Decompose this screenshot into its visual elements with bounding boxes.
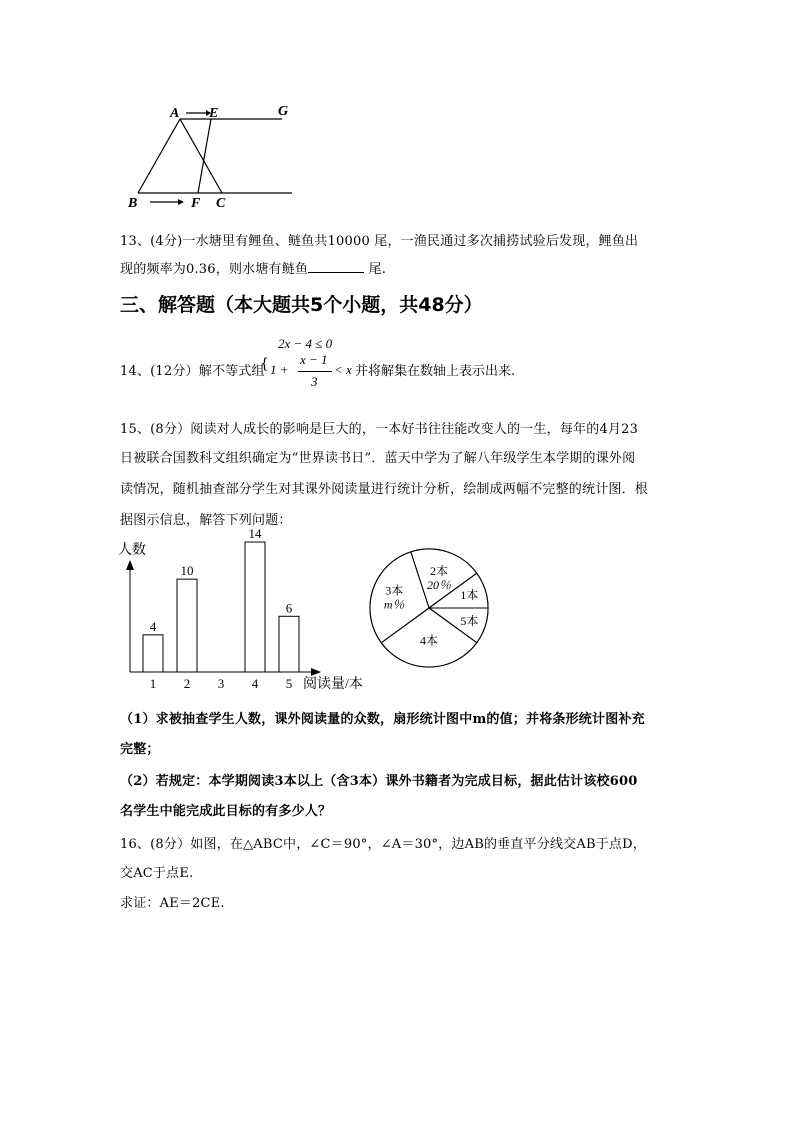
bar-2 [177, 579, 197, 672]
bar-chart-tick-label: 5 [285, 676, 293, 691]
bar-chart-tick-label: 2 [183, 676, 191, 691]
bar-value-label: 4 [149, 618, 157, 634]
q13-line2-post: 尾. [368, 262, 387, 277]
section-3-heading: 三、解答题（本大题共5个小题，共48分） [120, 294, 483, 316]
geometry-figure [110, 95, 310, 215]
pie-slice-label: 2本 [429, 564, 449, 579]
q14-inequality-1: 2x − 4 ≤ 0 [278, 336, 333, 351]
q15-line1: 15、(8分）阅读对人成长的影响是巨大的，一本好书往往能改变人的一生，每年的4月23 [120, 422, 639, 437]
label-a: A [170, 106, 180, 121]
q14-brace: { [260, 356, 269, 372]
bar-chart-ylabel: 人数 [118, 543, 146, 558]
q15-sub2-line1: （2）若规定：本学期阅读3本以上（含3本）课外书籍者为完成目标，据此估计该校600 [120, 774, 638, 789]
q14-ineq2-post: < x [334, 362, 352, 377]
pie-slice-label: 4本 [419, 633, 439, 648]
q13-line2 [120, 258, 386, 277]
q13-line1: 13、(4分)一水塘里有鲤鱼、鲢鱼共10000 尾，一渔民通过多次捕捞试验后发现，鲤鱼出 [120, 234, 639, 249]
segment-ab [138, 119, 180, 193]
label-g: G [278, 104, 289, 119]
q16-line1: 16、(8分）如图，在△ABC中，∠C＝90°，∠A＝30°，边AB的垂直平分线交AB于点D， [120, 837, 646, 852]
segment-ef [198, 119, 211, 193]
segment-ac [180, 119, 222, 193]
label-e: E [209, 106, 219, 121]
bar-chart-tick-label: 4 [251, 676, 259, 691]
bar-4 [245, 542, 265, 672]
q15-line3: 读情况，随机抽查部分学生对其课外阅读量进行统计分析，绘制成两幅不完整的统计图．根 [120, 482, 649, 497]
q15-line4: 据图示信息，解答下列问题： [120, 513, 292, 528]
bar-5 [279, 616, 299, 672]
bar-chart-xlabel: 阅读量/本 [303, 677, 363, 692]
q14-suffix: 并将解集在数轴上表示出来. [355, 364, 516, 379]
bar-value-label: 10 [180, 563, 194, 579]
q16-line3: 求证：AE＝2CE. [120, 896, 225, 911]
bar-chart-tick-label: 3 [217, 676, 225, 691]
q14-ineq2-den: 3 [311, 374, 318, 389]
pie-slice-sublabel: m％ [383, 597, 405, 612]
q13-answer-blank[interactable] [308, 260, 364, 273]
q14-fraction-bar [298, 371, 332, 372]
pie-slice-label: 3本 [385, 583, 404, 598]
q14-ineq2-pre: 1 + [270, 362, 289, 377]
pie-slice-sublabel: 20％ [426, 578, 452, 593]
pie-slice-label: 5本 [460, 614, 479, 629]
bar-chart-x-arrow [311, 668, 321, 676]
label-f: F [191, 196, 201, 211]
q14-ineq2-num: x − 1 [300, 352, 328, 367]
label-b: B [128, 196, 138, 211]
bar-value-label: 14 [248, 528, 262, 541]
q14-prefix: 14、(12分）解不等式组 [120, 364, 265, 379]
q15-line2: 日被联合国教科文组织确定为“世界读书日”．蓝天中学为了解八年级学生本学期的课外阅 [120, 451, 636, 466]
q15-sub1-line2: 完整； [120, 742, 160, 757]
pie-slice-label: 1本 [460, 587, 479, 602]
q15-sub1-line1: （1）求被抽查学生人数，课外阅读量的众数，扇形统计图中m的值；并将条形统计图补充 [120, 712, 645, 727]
q16-line2: 交AC于点E. [120, 866, 194, 881]
bar-chart-y-arrow [126, 560, 134, 570]
bar-chart [115, 528, 375, 698]
bar-chart-tick-label: 1 [149, 676, 157, 691]
q13-line2-pre: 现的频率为0.36，则水塘有鲢鱼 [120, 262, 309, 277]
q15-sub2-line2: 名学生中能完成此目标的有多少人？ [120, 804, 332, 819]
label-c: C [216, 196, 226, 211]
bar-1 [143, 635, 163, 672]
bar-value-label: 6 [285, 600, 293, 616]
arrow-bf-head [178, 199, 184, 205]
pie-chart [356, 535, 502, 681]
